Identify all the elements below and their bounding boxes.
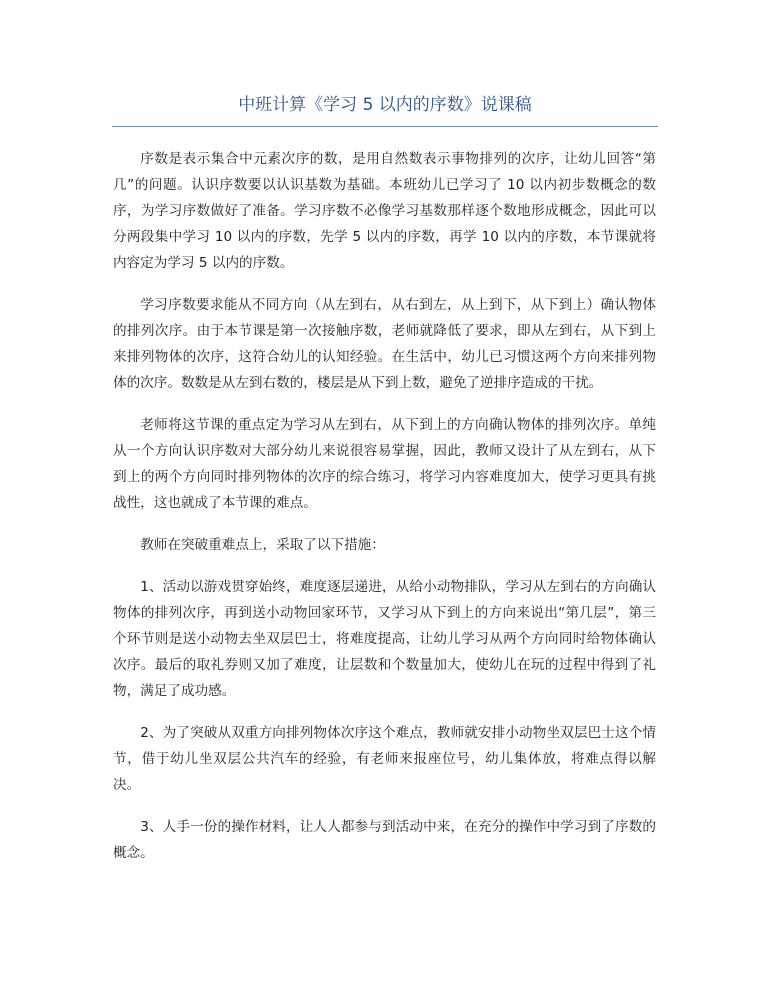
- paragraph-1: 序数是表示集合中元素次序的数，是用自然数表示事物排列的次序，让幼儿回答“第几”的问题。认识序数要以认识基数为基础。本班幼儿已学习了 10 以内初步数概念的数序，为学习序数做好了准备。学习序数不必像学习基数那样逐个数地形成概念，因此可以分两段集中学习 10 以内的序数，先学 5 以内的序数，再学 10 以内的序数，本节课就将内容定为学习 5 以内的序数。: [113, 151, 656, 271]
- title-divider: [112, 126, 658, 127]
- paragraph-6: 2、为了突破从双重方向排列物体次序这个难点，教师就安排小动物坐双层巴士这个情节，借于幼儿坐双层公共汽车的经验，有老师来报座位号，幼儿集体放，将难点得以解决。: [113, 725, 656, 793]
- document-body: [113, 146, 656, 882]
- paragraph-4: 教师在突破重难点上，采取了以下措施：: [140, 537, 385, 553]
- paragraph-5: 1、活动以游戏贯穿始终，难度逐层递进，从给小动物排队，学习从左到右的方向确认物体的排列次序，再到送小动物回家环节，又学习从下到上的方向来说出“第几层”，第三个环节则是送小动物去坐双层巴士，将难度提高，让幼儿学习从两个方向同时给物体确认次序。最后的取礼券则又加了难度，让层数和个数量加大，使幼儿在玩的过程中得到了礼物，满足了成功感。: [113, 579, 656, 699]
- document-title: 中班计算《学习 5 以内的序数》说课稿: [238, 95, 532, 115]
- paragraph-7: 3、人手一份的操作材料，让人人都参与到活动中来，在充分的操作中学习到了序数的概念。: [113, 819, 656, 861]
- paragraph-3: 老师将这节课的重点定为学习从左到右，从下到上的方向确认物体的排列次序。单纯从一个方向认识序数对大部分幼儿来说很容易掌握，因此，教师又设计了从左到右，从下到上的两个方向同时排列物体的次序的综合练习，将学习内容难度加大，使学习更具有挑战性，这也就成了本节课的难点。: [113, 417, 656, 511]
- paragraph-2: 学习序数要求能从不同方向（从左到右，从右到左，从上到下，从下到上）确认物体的排列次序。由于本节课是第一次接触序数，老师就降低了要求，即从左到右，从下到上来排列物体的次序，这符合幼儿的认知经验。在生活中，幼儿已习惯这两个方向来排列物体的次序。数数是从左到右数的，楼层是从下到上数，避免了逆排序造成的干扰。: [113, 297, 656, 391]
